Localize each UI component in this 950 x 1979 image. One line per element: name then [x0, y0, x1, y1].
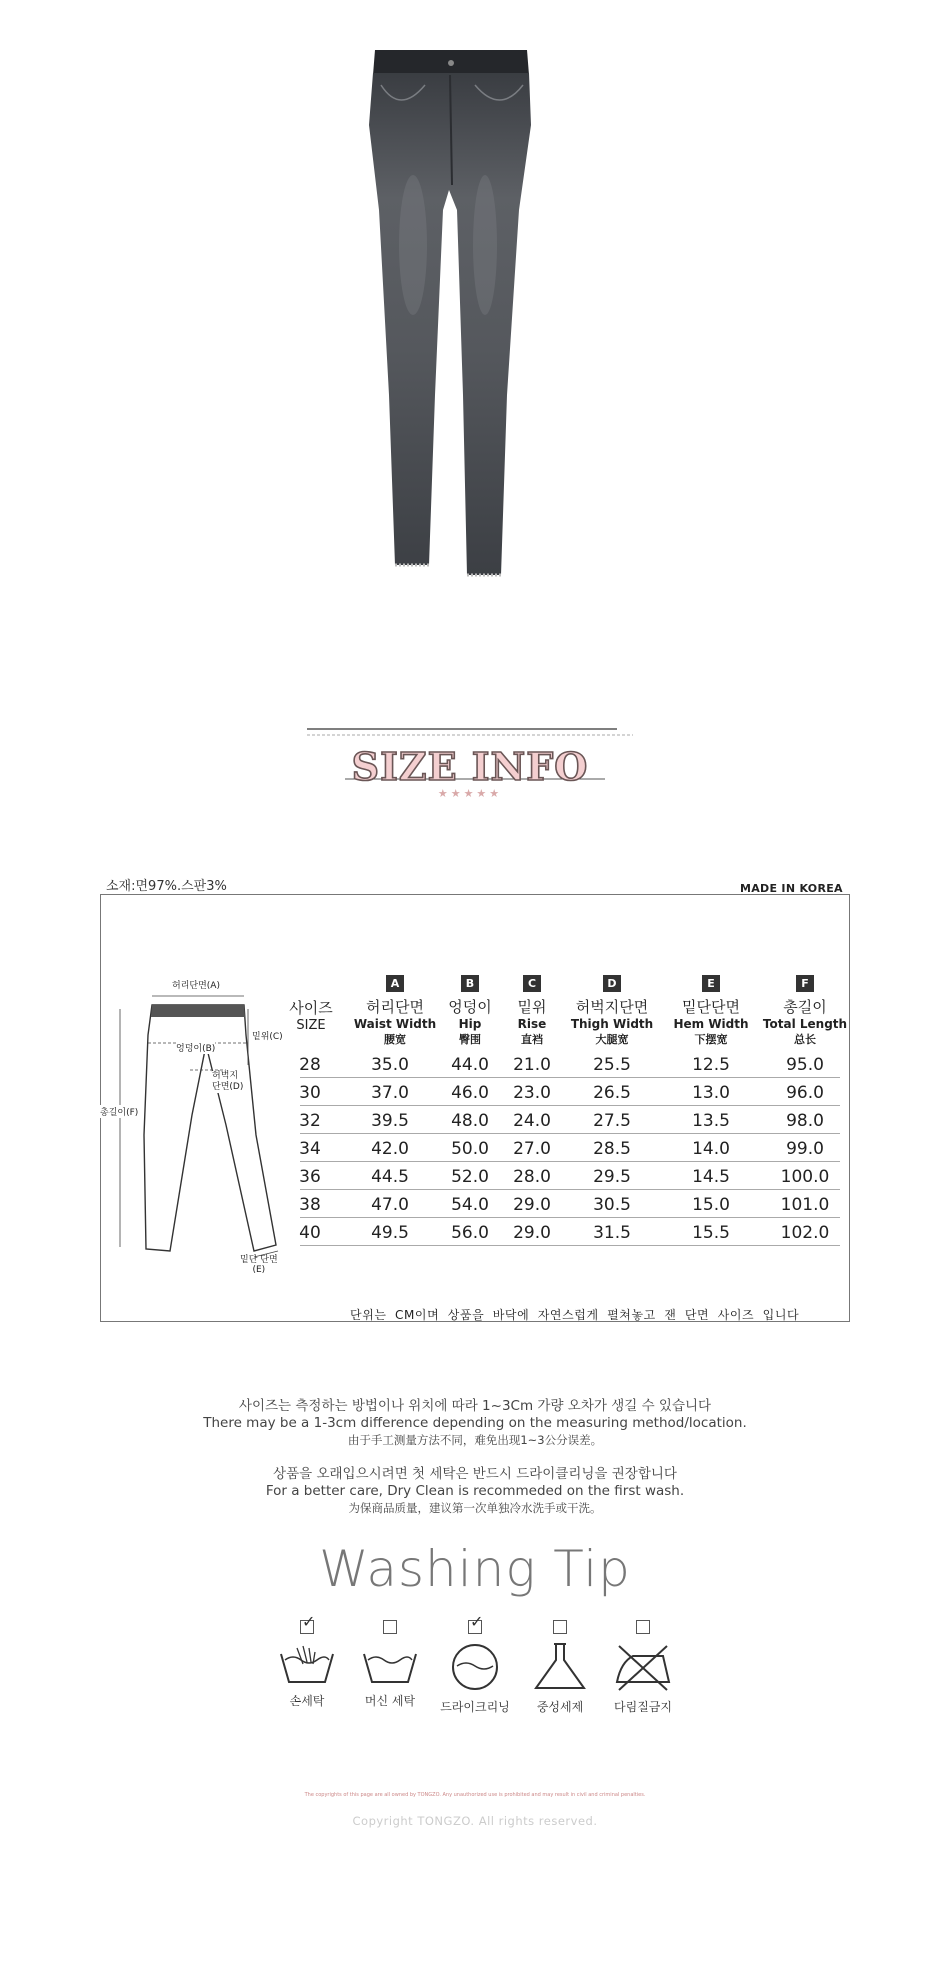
table-row [300, 1167, 840, 1190]
checkbox-icon [300, 1612, 316, 1634]
col-size [280, 993, 342, 1033]
col-rise-kr: 밑위 [517, 998, 547, 1016]
cell-length: 101.0 [780, 1195, 830, 1215]
hem-label: 밑단 단면 (E) [240, 1255, 278, 1275]
cell-waist: 44.5 [371, 1167, 409, 1187]
cell-size: 40 [299, 1223, 321, 1243]
rise-label: 밑위(C) [252, 1032, 283, 1042]
neutral-detergent-icon [530, 1642, 590, 1692]
col-hem-badge: E [702, 975, 720, 992]
size-info-banner [305, 725, 635, 815]
washing-tip-title: Washing Tip [319, 1540, 631, 1598]
size-info-title: SIZE INFO [351, 744, 589, 789]
wash-item-neutral-detergent [515, 1620, 605, 1715]
cell-size: 36 [299, 1167, 321, 1187]
cell-thigh: 31.5 [593, 1223, 631, 1243]
wash-label: 머신 세탁 [364, 1694, 416, 1708]
col-waist-kr: 허리단면 [366, 998, 424, 1016]
wash-item-no-iron [598, 1620, 688, 1715]
dry-clean-icon [445, 1642, 505, 1692]
col-length [758, 972, 852, 1047]
check-icon: ✓ [470, 1612, 484, 1631]
col-rise [505, 972, 559, 1047]
cell-hem: 13.5 [692, 1111, 730, 1131]
cell-rise: 27.0 [513, 1139, 551, 1159]
cell-rise: 23.0 [513, 1083, 551, 1103]
measure-notice-kr: 사이즈는 측정하는 방법이나 위치에 따라 1~3Cm 가량 오차가 생길 수 있습니다 [238, 1398, 712, 1414]
cell-hem: 15.5 [692, 1223, 730, 1243]
cell-size: 32 [299, 1111, 321, 1131]
table-row [300, 1111, 840, 1134]
jeans-measurement-diagram [100, 965, 296, 1275]
cell-hip: 46.0 [451, 1083, 489, 1103]
cell-thigh: 30.5 [593, 1195, 631, 1215]
wash-label: 드라이크리닝 [440, 1700, 510, 1714]
cell-waist: 47.0 [371, 1195, 409, 1215]
col-waist-badge: A [386, 975, 404, 992]
cell-waist: 39.5 [371, 1111, 409, 1131]
cell-rise: 29.0 [513, 1195, 551, 1215]
cell-size: 34 [299, 1139, 321, 1159]
table-row [300, 1083, 840, 1106]
cell-size: 28 [299, 1055, 321, 1075]
cell-thigh: 28.5 [593, 1139, 631, 1159]
col-size-kr: 사이즈 [289, 999, 333, 1017]
wash-item-hand-wash [262, 1612, 352, 1709]
cell-rise: 29.0 [513, 1223, 551, 1243]
col-length-zh: 总长 [794, 1033, 816, 1046]
no-iron-icon [613, 1642, 673, 1692]
cell-rise: 21.0 [513, 1055, 551, 1075]
col-hem-zh: 下摆宽 [694, 1033, 728, 1046]
cell-thigh: 25.5 [593, 1055, 631, 1075]
check-icon: ✓ [302, 1612, 316, 1631]
col-rise-zh: 直裆 [521, 1033, 543, 1046]
col-hip [437, 972, 503, 1047]
cell-hip: 52.0 [451, 1167, 489, 1187]
wash-item-dry-clean [430, 1612, 520, 1715]
cell-waist: 49.5 [371, 1223, 409, 1243]
col-waist [340, 972, 450, 1047]
cell-length: 98.0 [786, 1111, 824, 1131]
checkbox-icon [383, 1620, 397, 1634]
cell-size: 38 [299, 1195, 321, 1215]
cell-waist: 35.0 [371, 1055, 409, 1075]
measure-notice-en: There may be a 1-3cm difference depending on the measuring method/location. [203, 1415, 747, 1431]
table-row [300, 1223, 840, 1246]
cell-rise: 24.0 [513, 1111, 551, 1131]
machine-wash-icon [360, 1642, 420, 1686]
col-length-kr: 총길이 [783, 998, 827, 1016]
cell-thigh: 26.5 [593, 1083, 631, 1103]
col-waist-zh: 腰宽 [384, 1033, 406, 1046]
wash-label: 다림질금지 [614, 1700, 672, 1714]
rating-stars: ★★★★★ [437, 787, 503, 800]
cell-hem: 15.0 [692, 1195, 730, 1215]
col-hip-en: Hip [458, 1017, 482, 1031]
waist-label: 허리단면(A) [172, 981, 220, 991]
measurement-unit-note: 단위는 CM이며 상품을 바닥에 자연스럽게 펼쳐놓고 잰 단면 사이즈 입니다 [350, 1308, 800, 1322]
col-rise-badge: C [523, 975, 541, 992]
cell-hip: 50.0 [451, 1139, 489, 1159]
table-row [300, 1139, 840, 1162]
cell-length: 99.0 [786, 1139, 824, 1159]
thigh-label: 허벅지 단면(D) [212, 1071, 244, 1092]
care-notice-zh: 为保商品质量，建议第一次单独冷水洗手或干洗。 [348, 1501, 602, 1515]
col-thigh-kr: 허벅지단면 [575, 998, 649, 1016]
col-rise-en: Rise [517, 1017, 547, 1031]
col-thigh-en: Thigh Width [570, 1017, 654, 1031]
cell-hem: 14.5 [692, 1167, 730, 1187]
col-waist-en: Waist Width [353, 1017, 437, 1031]
cell-length: 95.0 [786, 1055, 824, 1075]
cell-length: 102.0 [780, 1223, 830, 1243]
cell-length: 96.0 [786, 1083, 824, 1103]
checkbox-icon [636, 1620, 650, 1634]
wash-item-machine-wash [345, 1620, 435, 1709]
length-label: 총길이(F) [100, 1105, 138, 1118]
hand-wash-icon [277, 1642, 337, 1686]
cell-hem: 13.0 [692, 1083, 730, 1103]
col-hip-kr: 엉덩이 [448, 998, 492, 1016]
cell-waist: 42.0 [371, 1139, 409, 1159]
checkbox-icon [553, 1620, 567, 1634]
wash-label: 중성세제 [536, 1700, 584, 1714]
cell-hip: 48.0 [451, 1111, 489, 1131]
col-length-en: Total Length [762, 1017, 848, 1031]
cell-hem: 12.5 [692, 1055, 730, 1075]
cell-hip: 56.0 [451, 1223, 489, 1243]
copyright-fine-print: The copyrights of this page are all owned by TONGZO. Any unauthorized use is prohibited and may result in civil and criminal penalties. [304, 1792, 646, 1798]
cell-hem: 14.0 [692, 1139, 730, 1159]
col-hem-en: Hem Width [673, 1017, 749, 1031]
col-thigh-zh: 大腿宽 [595, 1033, 629, 1046]
col-thigh-badge: D [603, 975, 621, 992]
col-hem-kr: 밑단단면 [682, 998, 740, 1016]
care-notice-en: For a better care, Dry Clean is recommeded on the first wash. [265, 1483, 685, 1499]
hip-label: 엉덩이(B) [176, 1041, 215, 1054]
cell-size: 30 [299, 1083, 321, 1103]
cell-thigh: 27.5 [593, 1111, 631, 1131]
table-row [300, 1195, 840, 1218]
cell-waist: 37.0 [371, 1083, 409, 1103]
col-hip-zh: 臀围 [459, 1033, 481, 1046]
measure-notice-zh: 由于手工测量方法不同，难免出现1~3公分误差。 [347, 1433, 603, 1447]
cell-thigh: 29.5 [593, 1167, 631, 1187]
col-thigh [560, 972, 664, 1047]
cell-hip: 54.0 [451, 1195, 489, 1215]
cell-hip: 44.0 [451, 1055, 489, 1075]
col-size-en: SIZE [296, 1018, 326, 1033]
table-row [300, 1055, 840, 1078]
cell-length: 100.0 [780, 1167, 830, 1187]
wash-label: 손세탁 [289, 1694, 325, 1708]
material-composition: 소재:면97%.스판3% [106, 879, 227, 894]
cell-rise: 28.0 [513, 1167, 551, 1187]
made-in-label: MADE IN KOREA [740, 882, 843, 895]
care-notice-kr: 상품을 오래입으시려면 첫 세탁은 반드시 드라이클리닝을 권장합니다 [273, 1466, 677, 1482]
col-length-badge: F [796, 975, 814, 992]
col-hem [668, 972, 754, 1047]
copyright-text: Copyright TONGZO. All rights reserved. [352, 1814, 598, 1828]
product-photo [355, 45, 585, 585]
checkbox-icon [468, 1612, 484, 1634]
col-hip-badge: B [461, 975, 479, 992]
